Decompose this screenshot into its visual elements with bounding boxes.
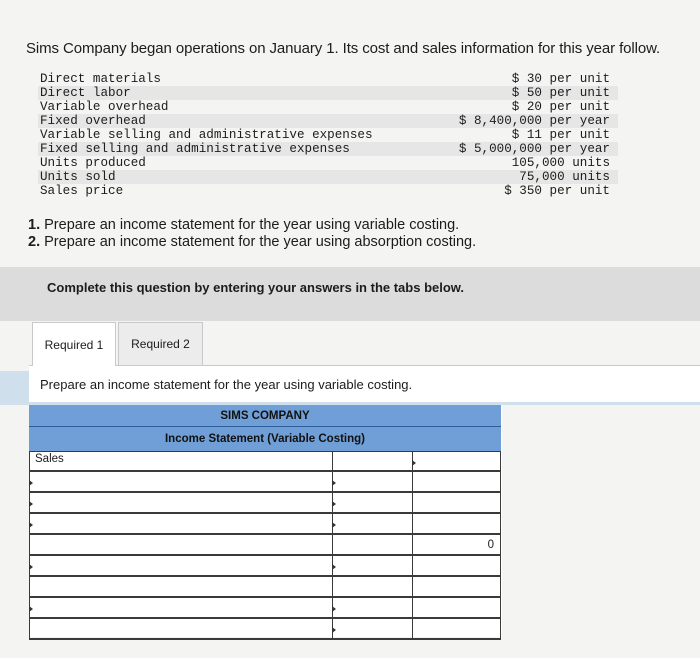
cost-row [38,72,618,86]
question-list [28,217,476,251]
total-input[interactable] [413,472,501,493]
total-value: 0 [487,539,494,551]
cost-row [38,184,618,198]
label-input[interactable] [29,472,333,493]
amount-input[interactable] [333,556,413,577]
table-row [29,514,501,535]
cost-value: $ 50 per unit [511,86,610,100]
cost-info-list [38,72,618,198]
cost-value: 105,000 units [511,156,610,170]
cost-label: Variable selling and administrative expenses [40,128,373,142]
cost-value: $ 20 per unit [511,100,610,114]
cost-label: Units produced [40,156,146,170]
cost-row [38,86,618,100]
total-input[interactable] [413,514,501,535]
amount-input[interactable] [333,577,413,598]
label-input[interactable] [29,577,333,598]
total-input[interactable] [413,451,501,472]
question-text: Prepare an income statement for the year using absorption costing. [44,234,477,250]
cost-label: Direct materials [40,72,161,86]
tab-required-2[interactable]: Required 2 [118,322,203,366]
cost-label: Variable overhead [40,100,169,114]
cost-value: $ 30 per unit [511,72,610,86]
table-row [29,598,501,619]
cost-row [38,100,618,114]
cost-row [38,142,618,156]
table-row [29,556,501,577]
banner-text: Complete this question by entering your answers in the tabs below. [47,280,465,295]
question-number: 2. [28,234,41,250]
input-marker-icon [29,501,33,507]
table-row [29,535,501,556]
amount-input[interactable] [333,514,413,535]
label-input[interactable] [29,493,333,514]
table-row [29,619,501,640]
amount-input[interactable] [333,535,413,556]
panel-instruction: Prepare an income statement for the year using variable costing. [40,377,413,392]
problem-intro: Sims Company began operations on January 1. Its cost and sales information for this year follow. [26,40,661,57]
total-input[interactable] [413,619,501,640]
cost-row [38,128,618,142]
label-input[interactable] [29,451,333,472]
input-marker-icon [332,501,336,507]
company-name: SIMS COMPANY [29,405,501,427]
cost-value: $ 8,400,000 per year [458,114,610,128]
statement-grid [29,451,501,640]
table-row [29,577,501,598]
input-marker-icon [29,606,33,612]
total-input[interactable] [413,598,501,619]
table-row [29,451,501,472]
total-input[interactable] [413,493,501,514]
row-label: Sales [35,453,64,465]
total-input[interactable] [413,577,501,598]
cost-label: Fixed overhead [40,114,146,128]
amount-input[interactable] [333,493,413,514]
cost-row [38,170,618,184]
amount-input[interactable] [333,619,413,640]
question-number: 1. [28,217,41,233]
input-marker-icon [332,606,336,612]
question-item [28,234,476,251]
cost-row [38,156,618,170]
cost-label: Units sold [40,170,116,184]
total-input[interactable] [413,556,501,577]
statement-title: Income Statement (Variable Costing) [164,433,365,445]
cost-row [38,114,618,128]
input-marker-icon [332,564,336,570]
label-input[interactable] [29,598,333,619]
input-marker-icon [29,480,33,486]
cost-label: Direct labor [40,86,131,100]
total-input[interactable] [413,535,501,556]
input-marker-icon [29,522,33,528]
input-marker-icon [332,480,336,486]
cost-value: 75,000 units [519,170,610,184]
input-marker-icon [29,564,33,570]
label-input[interactable] [29,514,333,535]
input-marker-icon [412,460,416,466]
question-item [28,217,476,234]
input-marker-icon [332,522,336,528]
input-marker-icon [332,627,336,633]
label-input[interactable] [29,556,333,577]
table-row [29,493,501,514]
tab-required-1[interactable]: Required 1 [32,322,116,366]
cost-value: $ 350 per unit [504,184,610,198]
amount-input[interactable] [333,472,413,493]
label-input[interactable] [29,535,333,556]
amount-input[interactable] [333,451,413,472]
amount-input[interactable] [333,598,413,619]
cost-label: Fixed selling and administrative expenses [40,142,350,156]
table-row [29,472,501,493]
cost-label: Sales price [40,184,124,198]
cost-value: $ 5,000,000 per year [458,142,610,156]
statement-header [29,405,501,451]
label-input[interactable] [29,619,333,640]
question-text: Prepare an income statement for the year using variable costing. [44,217,460,233]
cost-value: $ 11 per unit [511,128,610,142]
